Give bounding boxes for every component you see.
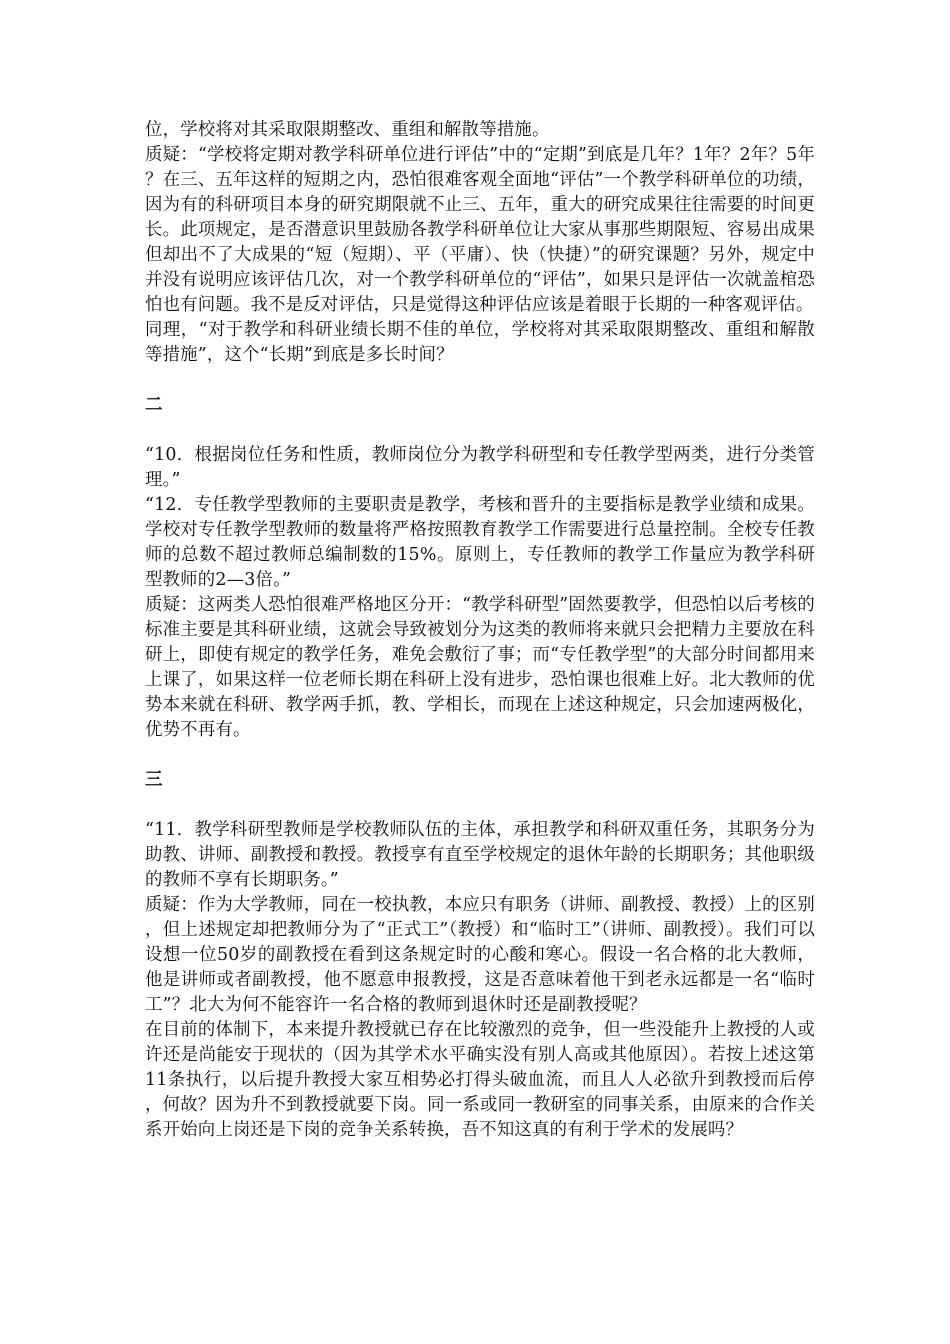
paragraph-article-11: “11．教学科研型教师是学校教师队伍的主体，承担教学和科研双重任务，其职务分为助教、讲师、副教授和教授。教授享有直至学校规定的退休年龄的长期职务；其他职级的教师不享有长期职务。”	[145, 820, 815, 890]
spacer	[145, 418, 815, 443]
paragraph-article-10: “10．根据岗位任务和性质，教师岗位分为教学科研型和专任教学型两类，进行分类管理。”	[145, 445, 815, 490]
paragraph-competition: 在目前的体制下，本来提升教授就已存在比较激烈的竞争，但一些没能升上教授的人或许还是尚能安于现状的（因为其学术水平确实没有别人高或其他原因）。若按上述这第11条执行，以后提升教授大家互相势必打得头破血流，而且人人必欲升到教授而后停，何故？因为升不到教授就要下岗。同一系或同一教研室的同事关系，由原来的合作关系开始向上岗还是下岗的竞争关系转换，吾不知这真的有利于学术的发展吗？	[145, 1020, 815, 1140]
section-two	[145, 393, 815, 743]
document-body	[145, 118, 815, 1143]
section-heading-three: 三	[145, 770, 163, 790]
section-three	[145, 768, 815, 1143]
section-one	[145, 118, 815, 368]
paragraph-query-teaching-types: 质疑：这两类人恐怕很难严格地区分开：“教学科研型”固然要教学，但恐怕以后考核的标准主要是其科研业绩，这就会导致被划分为这类的教师将来就只会把精力主要放在科研上，即使有规定的教学任务，难免会敷衍了事；而“专任教学型”的大部分时间都用来上课了，如果这样一位老师长期在科研上没有进步，恐怕课也很难上好。北大教师的优势本来就在科研、教学两手抓，教、学相长，而现在上述这种规定，只会加速两极化，优势不再有。	[145, 595, 815, 740]
spacer	[145, 368, 815, 393]
paragraph-article-12: “12．专任教学型教师的主要职责是教学，考核和晋升的主要指标是教学业绩和成果。学校对专任教学型教师的数量将严格按照教育教学工作需要进行总量控制。全校专任教师的总数不超过教师总编制数的15%。原则上，专任教师的教学工作量应为教学科研型教师的2—3倍。”	[145, 495, 815, 590]
spacer	[145, 793, 815, 818]
paragraph-long-term: 同理，“对于教学和科研业绩长期不佳的单位，学校将对其采取限期整改、重组和解散等措施”，这个“长期”到底是多长时间？	[145, 320, 815, 365]
spacer	[145, 743, 815, 768]
paragraph-query-evaluation: 质疑：“学校将定期对教学科研单位进行评估”中的“定期”到底是几年？1年？2年？5年？在三、五年这样的短期之内，恐怕很难客观全面地“评估”一个教学科研单位的功绩，因为有的科研项目本身的研究期限就不止三、五年，重大的研究成果往往需要的时间更长。此项规定，是否潜意识里鼓励各教学科研单位让大家从事那些期限短、容易出成果但却出不了大成果的“短（短期）、平（平庸）、快（快捷）”的研究课题？另外，规定中并没有说明应该评估几次，对一个教学科研单位的“评估”，如果只是评估一次就盖棺恐怕也有问题。我不是反对评估，只是觉得这种评估应该是着眼于长期的一种客观评估。	[145, 145, 815, 315]
paragraph-query-professorship: 质疑：作为大学教师，同在一校执教，本应只有职务（讲师、副教授、教授）上的区别，但上述规定却把教师分为了“正式工”（教授）和“临时工”（讲师、副教授）。我们可以设想一位50岁的副教授在看到这条规定时的心酸和寒心。假设一名合格的北大教师，他是讲师或者副教授，他不愿意申报教授，这是否意味着他干到老永远都是一名“临时工”？北大为何不能容许一名合格的教师到退休时还是副教授呢？	[145, 895, 815, 1015]
section-heading-two: 二	[145, 395, 163, 415]
paragraph-continuation: 位，学校将对其采取限期整改、重组和解散等措施。	[145, 120, 550, 140]
